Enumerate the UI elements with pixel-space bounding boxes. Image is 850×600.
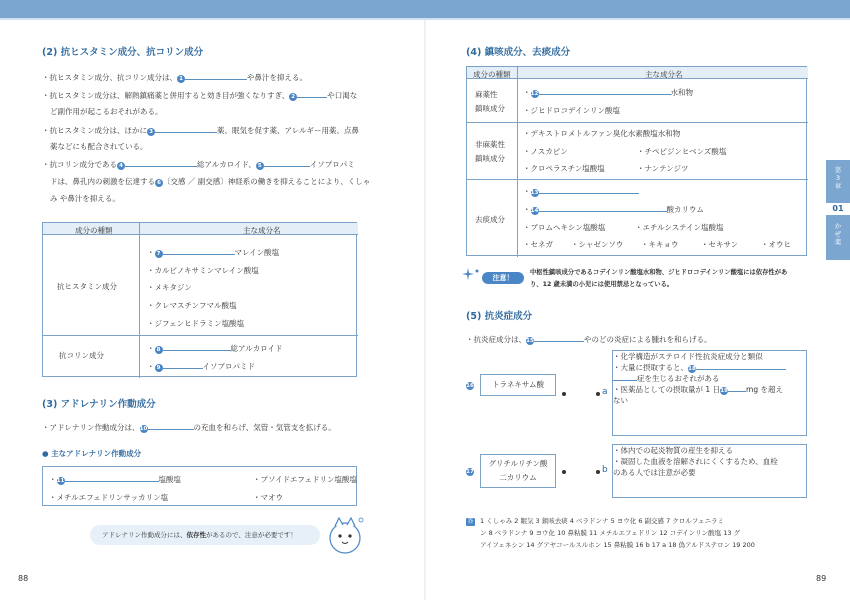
blank-number: 6	[155, 179, 163, 187]
sec2-line-1: ・抗ヒスタミン成分、抗コリン成分は、 1 や鼻汁を抑える。	[42, 73, 307, 82]
table-row: ・14 酸カリウム	[523, 205, 704, 214]
table-row: ・オウヒ	[761, 240, 791, 249]
blank-number-17: 17	[466, 469, 474, 475]
table-row: ・メチルエフェドリンサッカリン塩	[49, 493, 169, 502]
fill-blank[interactable]	[163, 361, 203, 369]
section-4-title: (4) 鎮咳成分、去痰成分	[466, 47, 571, 58]
page-gutter	[424, 20, 426, 600]
sec2-line-5: 薬などにも配合されている。	[50, 142, 148, 151]
blank-number: 3	[147, 128, 155, 136]
fill-blank[interactable]	[539, 204, 667, 212]
fill-blank[interactable]	[696, 362, 786, 370]
fill-blank[interactable]	[148, 422, 194, 430]
header-category: 成分の種類	[473, 70, 511, 79]
page-number-left: 88	[18, 574, 29, 583]
table-row: ・13	[523, 186, 639, 197]
fill-blank[interactable]	[539, 87, 671, 95]
option-letter-a: a	[602, 387, 608, 397]
blank-number: 10	[139, 426, 148, 432]
sec2-line-6: ・抗コリン成分である 4 総アルカロイド、 5 イソプロパミ	[42, 160, 355, 169]
row-expectorant-label: 去痰成分	[475, 215, 505, 224]
option-letter-b: b	[602, 465, 608, 475]
caution-text-2: り、12 歳未満の小児には使用禁忌となっている。	[530, 281, 674, 288]
blank-number: 11	[56, 478, 65, 484]
option-b-line-2: ・凝固した血液を溶解されにくくするため、血栓	[613, 457, 778, 466]
option-b-line-3: のある人では注意が必要	[613, 468, 696, 477]
table-divider	[43, 335, 358, 336]
caution-text-1: 中枢性鎮咳成分であるコデインリン酸塩水和物、ジヒドロコデインリン酸塩には依存性があ	[530, 269, 788, 276]
antihistamine-table	[42, 222, 357, 377]
option-a-line-4: ・医薬品としての摂取量が 1 日19 mg を超え	[613, 385, 783, 394]
chapter-side-tab[interactable]	[826, 160, 850, 260]
header-category: 成分の種類	[75, 226, 113, 235]
blank-number: 12	[530, 91, 539, 97]
header-ingredients: 主な成分名	[243, 226, 281, 235]
sec2-line-8: み や鼻汁を抑える。	[50, 194, 120, 203]
option-a-line-2: ・大量に摂取すると、18	[613, 362, 806, 373]
group-antihistamine: 抗ヒスタミン成分	[57, 282, 117, 291]
fill-blank[interactable]	[125, 159, 197, 167]
fill-blank[interactable]	[534, 334, 584, 342]
fill-blank[interactable]	[297, 90, 327, 98]
table-row: ・ジヒドロコデインリン酸塩	[523, 106, 620, 115]
option-b-box	[612, 444, 807, 498]
row-nonnarcotic-label-1: 非麻薬性	[475, 140, 505, 149]
answers-label: 答	[467, 518, 474, 525]
table-divider	[467, 179, 808, 180]
group-anticholinergic: 抗コリン成分	[59, 351, 104, 360]
blank-number: 7	[155, 250, 163, 258]
answers-block	[480, 515, 755, 551]
fill-blank[interactable]	[163, 247, 235, 255]
blank-number: 13	[530, 190, 539, 196]
answers-line-2: ン 8 ベラドンナ 9 ヨウ化 10 鼻粘膜 11 メチルエフェドリン 12 コデインリン酸塩 13 グ	[480, 529, 741, 537]
fill-blank[interactable]	[155, 125, 217, 133]
match-dot-b[interactable]	[596, 470, 600, 474]
caution-badge: 注意！	[482, 272, 524, 284]
table-divider	[517, 67, 518, 257]
table-header	[467, 67, 808, 79]
fill-blank[interactable]	[728, 384, 746, 392]
option-a-line-1: ・化学構造がステロイド性抗炎症成分と類似	[613, 352, 763, 361]
match-dot-16[interactable]	[562, 392, 566, 396]
table-row: ・マオウ	[253, 493, 283, 502]
adrenergic-table	[42, 466, 357, 506]
sec3-line: ・アドレナリン作動成分は、10 の充血を和らげ、気管・気管支を拡げる。	[42, 423, 336, 432]
table-divider	[467, 122, 808, 123]
option-a-line-3: 症を生じるおそれがある	[613, 373, 806, 384]
table-row: ・ 9 イソプロパミド	[147, 362, 255, 371]
page-number-right: 89	[816, 574, 827, 583]
table-row: ・シャゼンソウ	[571, 240, 624, 249]
answers-line-3: アイフェネシン 14 グアヤコールスルホン 15 鼻粘膜 16 b 17 a 18 偽アルドステロン 19 200	[480, 541, 755, 549]
section-3-title: (3) アドレナリン作動成分	[42, 399, 156, 410]
answers-line-1: 1 くしゃみ 2 眠気 3 鎮咳去痰 4 ベラドンナ 5 ヨウ化 6 副交感 7 クロルフェニラミ	[480, 517, 724, 525]
sec5-line: ・抗炎症成分は、15 やのどの炎症による腫れを和らげる。	[466, 335, 712, 344]
option-a-box	[612, 350, 807, 436]
top-banner	[0, 0, 850, 18]
section-5-title: (5) 抗炎症成分	[466, 311, 533, 322]
table-divider	[139, 223, 140, 378]
section-2-title: (2) 抗ヒスタミン成分、抗コリン成分	[42, 47, 204, 58]
sec2-line-2: ・抗ヒスタミン成分は、解熱鎮痛薬と併用すると効き目が強くなりすぎ、 2 や口渇な	[42, 91, 358, 100]
fill-blank[interactable]	[264, 159, 310, 167]
chapter-name: か ぜ 薬	[834, 222, 842, 246]
fill-blank[interactable]	[65, 474, 159, 482]
match-dot-17[interactable]	[562, 470, 566, 474]
fill-blank[interactable]	[185, 72, 247, 80]
chapter-label: 第 3 章	[834, 166, 842, 190]
table-row: ・11 塩酸塩	[49, 475, 181, 484]
table-row: ・メキタジン	[147, 283, 192, 292]
antitussive-table	[466, 66, 807, 256]
match-dot-a[interactable]	[596, 392, 600, 396]
table-row: ・ジフェンヒドラミン塩酸塩	[147, 319, 245, 328]
table-row: ・セネガ	[523, 240, 553, 249]
sec2-line-4: ・抗ヒスタミン成分は、ほかに 3 薬、眠気を促す薬、アレルギー用薬、点鼻	[42, 126, 360, 135]
blank-number: 19	[720, 388, 728, 394]
adrenergic-subheading: ● 主なアドレナリン作動成分	[42, 449, 142, 458]
blank-number: 15	[526, 338, 534, 344]
table-row: ・ナンテンジツ	[637, 164, 689, 173]
table-row: ・クレマスチンフマル酸塩	[147, 301, 237, 310]
table-row: ・カルビノキサミンマレイン酸塩	[147, 266, 259, 275]
sec2-line-7: ドは、鼻孔内の刺激を伝達する 6 〔交感 ／ 副交感〕神経系の働きを抑えることにより、くしゃ	[50, 177, 371, 186]
blank-number: 2	[289, 93, 297, 101]
fill-blank[interactable]	[539, 186, 639, 194]
blank-number: 8	[155, 346, 163, 354]
fill-blank[interactable]	[613, 373, 637, 381]
tranexamic-acid-box[interactable]: トラネキサム酸	[480, 374, 556, 396]
blank-number: 14	[530, 208, 539, 214]
blank-number: 4	[117, 162, 125, 170]
option-b-line-1: ・体内での起炎物質の産生を抑える	[613, 446, 733, 455]
header-ingredients: 主な成分名	[645, 70, 683, 79]
row-narcotic-label-1: 麻薬性	[475, 90, 498, 99]
blank-number: 9	[155, 364, 163, 372]
table-row: ・ブロムヘキシン塩酸塩	[523, 223, 606, 232]
table-row: ・クロペラスチン塩酸塩	[523, 164, 605, 173]
mascot-icon	[325, 512, 367, 558]
table-row: ・セキサン	[701, 240, 739, 249]
fill-blank[interactable]	[163, 343, 231, 351]
table-row: ・12 水和物	[523, 88, 693, 97]
sparkle-icon	[462, 266, 482, 286]
glycyrrhizinate-box[interactable]: グリチルリチン酸 二カリウム	[480, 454, 556, 488]
table-row: ・ 7 マレイン酸塩	[147, 248, 280, 257]
dependency-note-bubble: アドレナリン作動成分には、依存性があるので、注意が必要です！	[90, 525, 320, 545]
table-row: ・ 8 総アルカロイド	[147, 344, 283, 353]
table-row: ・チペピジンヒベンズ酸塩	[637, 147, 727, 156]
blank-number: 18	[688, 366, 696, 372]
blank-number: 5	[256, 162, 264, 170]
sec2-line-3: ど副作用が起こるおそれがある。	[50, 107, 163, 116]
table-row: ・ノスカピン	[523, 147, 568, 156]
table-row: ・キキョウ	[641, 240, 679, 249]
blank-number: 1	[177, 75, 185, 83]
option-a-line-5: ない	[613, 396, 628, 405]
table-row: ・プソイドエフェドリン塩酸塩	[253, 475, 357, 484]
table-row: ・エチルシステイン塩酸塩	[635, 223, 724, 232]
blank-number-16: 16	[466, 383, 474, 389]
row-narcotic-label-2: 鎮咳成分	[475, 104, 505, 113]
table-row: ・デキストロメトルファン臭化水素酸塩水和物	[523, 129, 681, 138]
row-nonnarcotic-label-2: 鎮咳成分	[475, 154, 505, 163]
section-number: 01	[826, 203, 850, 215]
